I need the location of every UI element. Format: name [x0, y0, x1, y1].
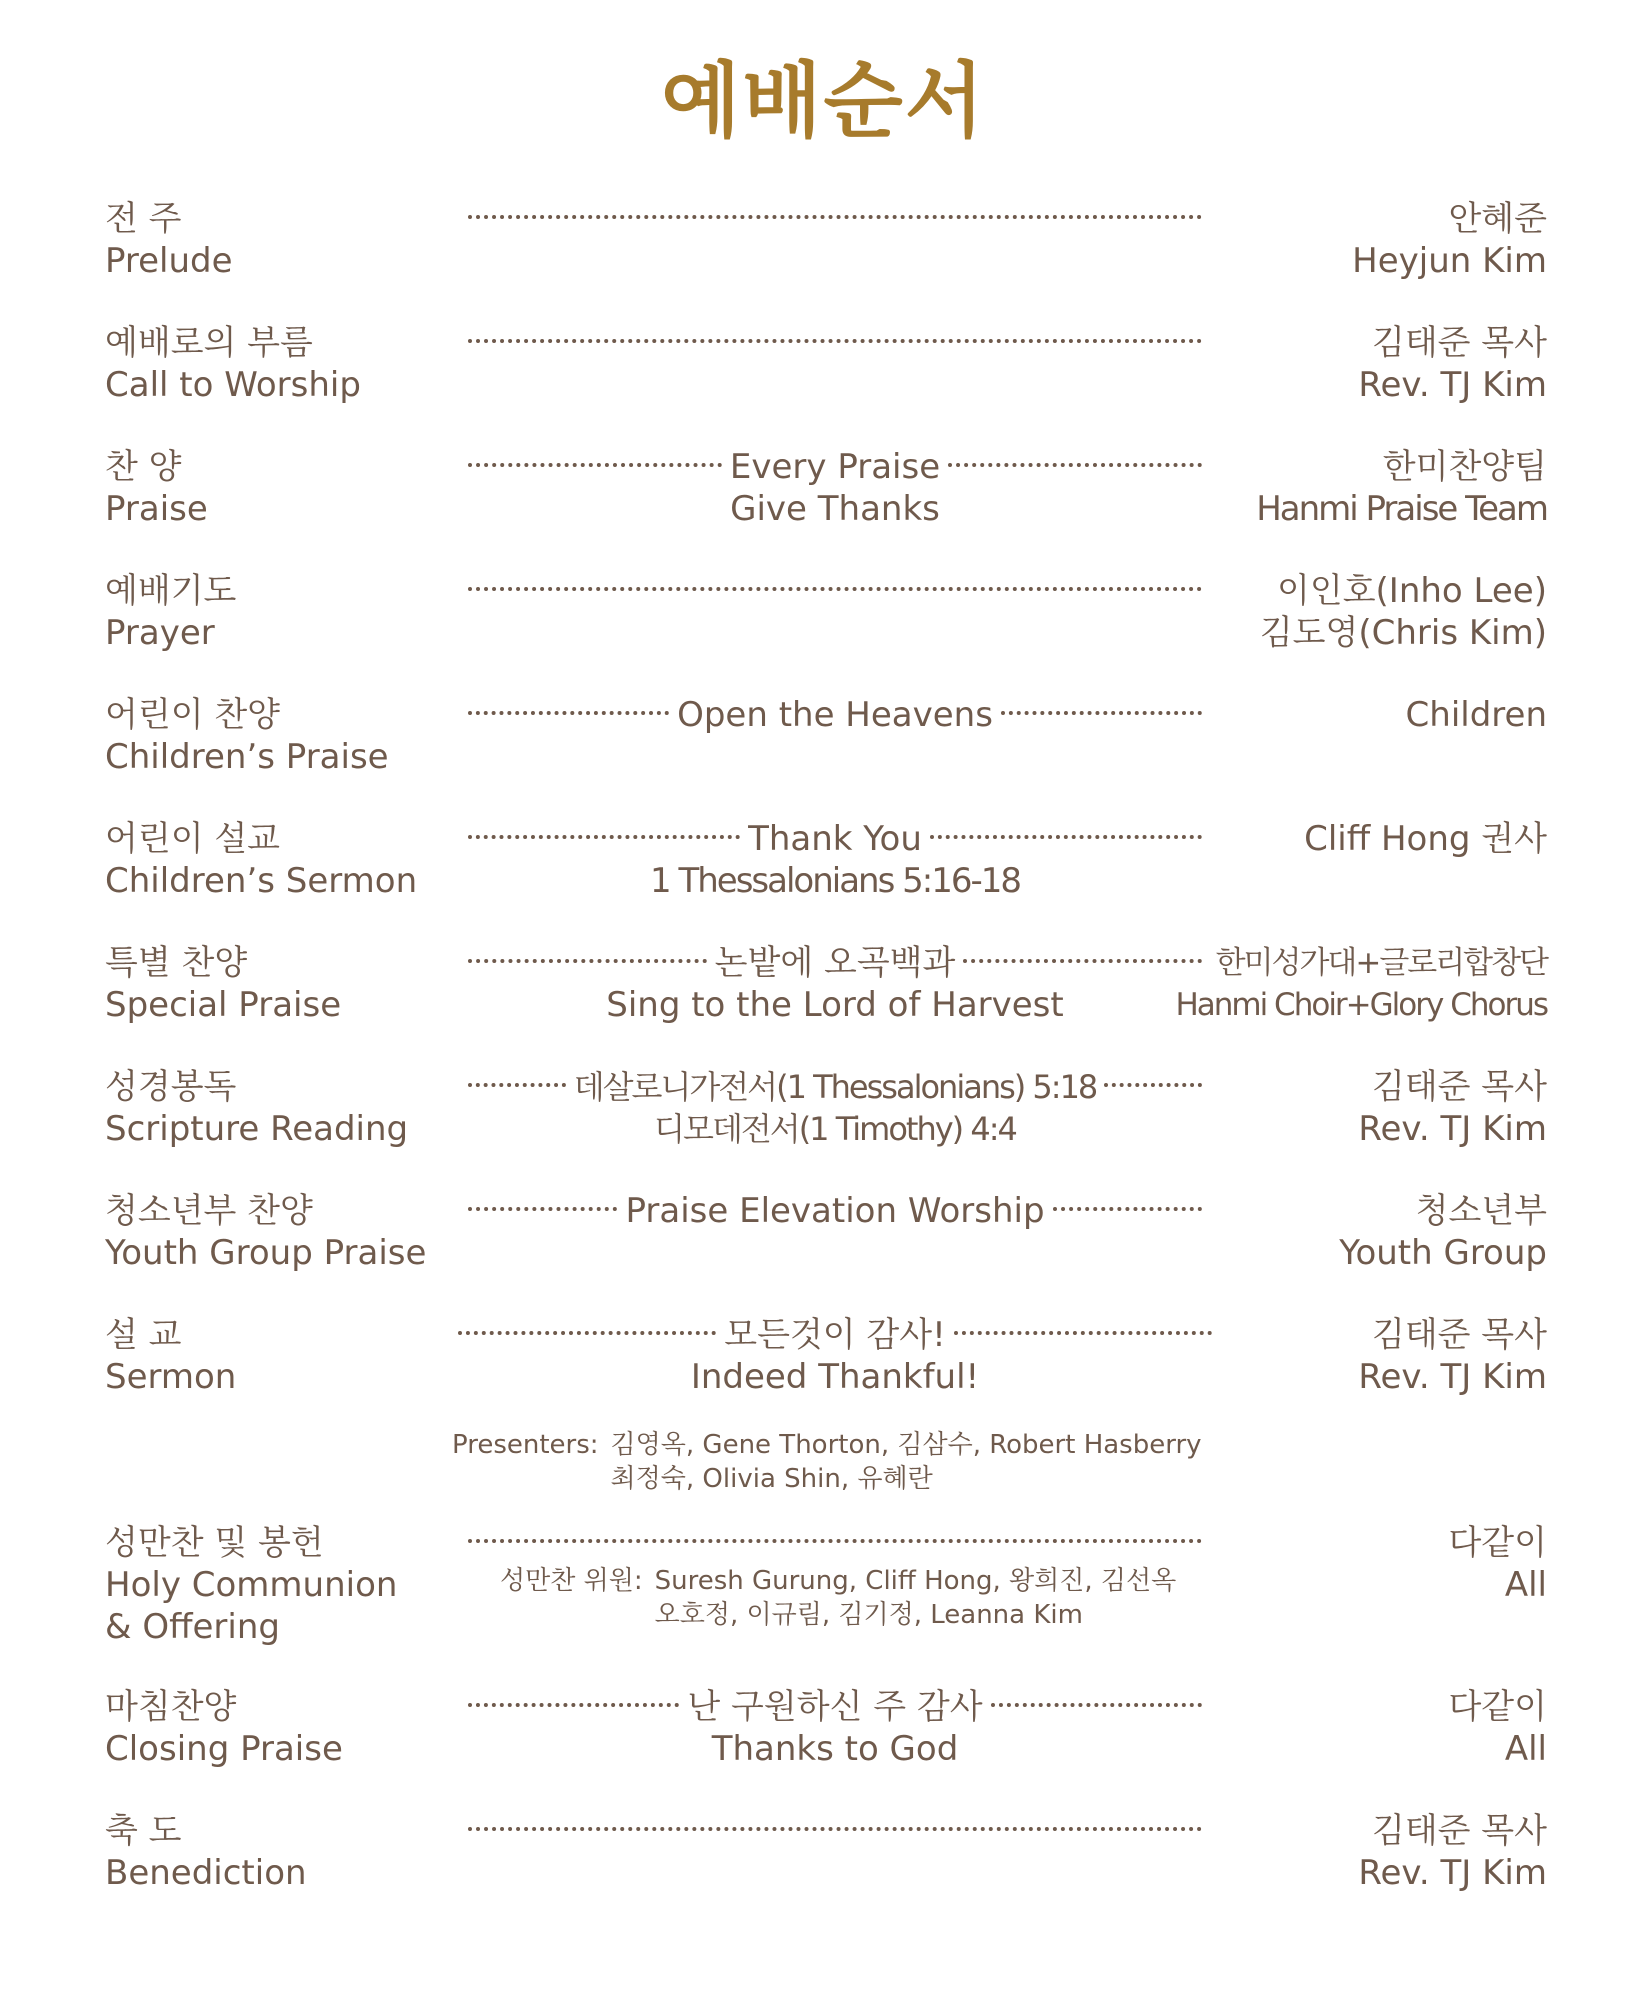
song-subtitle: Sing to the Lord of Harvest	[606, 985, 1064, 1025]
item-label-en: Benediction	[105, 1853, 307, 1893]
item-label-ko: 축 도	[105, 1811, 182, 1851]
dot-leader	[954, 1331, 1212, 1335]
dot-leader	[991, 1703, 1202, 1707]
leader-en: Rev. TJ Kim	[1358, 1109, 1547, 1149]
item-label-en: Special Praise	[105, 985, 342, 1025]
item-label-en-2: & Offering	[105, 1607, 280, 1647]
item-label-en: Praise	[105, 489, 208, 529]
dot-leader	[468, 1083, 566, 1087]
leader-en: Rev. TJ Kim	[1358, 1853, 1547, 1893]
presenters-line-1: 김영옥, Gene Thorton, 김삼수, Robert Hasberry	[610, 1430, 1202, 1460]
dot-leader	[930, 835, 1202, 839]
item-label-en: Closing Praise	[105, 1729, 343, 1769]
dot-leader	[468, 215, 1202, 219]
leader-ko: 안혜준	[1448, 199, 1547, 239]
leader-en: Youth Group	[1339, 1233, 1547, 1273]
presenters-line-2: 최정숙, Olivia Shin, 유혜란	[610, 1464, 933, 1494]
communion-line-1: Suresh Gurung, Cliff Hong, 왕희진, 김선옥	[654, 1566, 1177, 1596]
item-label-ko: 성경봉독	[105, 1067, 237, 1107]
song-title: 논밭에 오곡백과	[714, 943, 956, 983]
item-label-en: Sermon	[105, 1357, 237, 1397]
dot-leader	[468, 959, 707, 963]
dot-leader	[1001, 711, 1202, 715]
item-label-ko: 어린이 찬양	[105, 695, 281, 735]
scripture-ref: 1 Thessalonians 5:16-18	[650, 861, 1020, 901]
communion-members-list	[500, 1564, 1300, 1632]
dot-leader	[468, 587, 1202, 591]
leader-ko: 김태준 목사	[1371, 1315, 1547, 1355]
dot-leader	[468, 711, 669, 715]
song-subtitle: Thanks to God	[711, 1729, 959, 1769]
leader-ko: 다같이	[1448, 1687, 1547, 1727]
dot-leader	[468, 835, 740, 839]
song-title: Praise Elevation Worship	[625, 1191, 1045, 1231]
leader-en: Hanmi Praise Team	[1256, 489, 1547, 529]
scripture-1: 데살로니가전서(1 Thessalonians) 5:18	[573, 1068, 1097, 1106]
item-label-en: Holy Communion	[105, 1565, 398, 1605]
leader-2: 김도영(Chris Kim)	[1259, 613, 1547, 653]
leader-en: All	[1504, 1729, 1547, 1769]
item-label-en: Prelude	[105, 241, 233, 281]
item-label-en: Children’s Praise	[105, 737, 389, 777]
leader: Cliff Hong 권사	[1304, 819, 1547, 859]
leader-en: All	[1504, 1565, 1547, 1605]
leader-en: Heyjun Kim	[1352, 241, 1547, 281]
item-label-ko: 예배기도	[105, 571, 237, 611]
leader-en: Rev. TJ Kim	[1358, 365, 1547, 405]
dot-leader	[468, 1703, 679, 1707]
leader-1: 이인호(Inho Lee)	[1277, 571, 1547, 611]
item-label-ko: 특별 찬양	[105, 943, 248, 983]
dot-leader	[963, 959, 1202, 963]
sermon-title-ko: 모든것이 감사!	[724, 1315, 946, 1355]
item-label-ko: 성만찬 및 봉헌	[105, 1523, 324, 1563]
dot-leader	[468, 1827, 1202, 1831]
leader-ko: 다같이	[1448, 1523, 1547, 1563]
item-label-ko: 마침찬양	[105, 1687, 237, 1727]
item-label-en: Youth Group Praise	[105, 1233, 427, 1273]
communion-label: 성만찬 위원:	[500, 1566, 643, 1596]
item-label-ko: 전 주	[105, 199, 182, 239]
leader-ko: 한미성가대+글로리합창단	[1215, 945, 1547, 981]
dot-leader	[948, 463, 1202, 467]
item-label-ko: 설 교	[105, 1315, 182, 1355]
item-label-en: Prayer	[105, 613, 215, 653]
song-title: Every Praise	[729, 447, 941, 487]
song-title: 난 구원하신 주 감사	[687, 1687, 983, 1727]
dot-leader	[468, 1207, 617, 1211]
sermon-title-en: Indeed Thankful!	[690, 1357, 980, 1397]
leader-en: Hanmi Choir+Glory Chorus	[1175, 987, 1547, 1023]
item-label-en: Scripture Reading	[105, 1109, 409, 1149]
item-label-en: Children’s Sermon	[105, 861, 418, 901]
dot-leader	[1104, 1083, 1202, 1087]
communion-line-2: 오호정, 이규림, 김기정, Leanna Kim	[654, 1600, 1083, 1630]
item-label-ko: 어린이 설교	[105, 819, 281, 859]
presenters-list	[452, 1428, 1252, 1496]
item-label-en: Call to Worship	[105, 365, 361, 405]
leader-en: Rev. TJ Kim	[1358, 1357, 1547, 1397]
item-label-ko: 예배로의 부름	[105, 323, 313, 363]
dot-leader	[468, 463, 722, 467]
leader-en: Children	[1405, 695, 1547, 735]
dot-leader	[468, 339, 1202, 343]
leader-ko: 김태준 목사	[1371, 323, 1547, 363]
sermon-title: Thank You	[748, 819, 922, 859]
leader-ko: 한미찬양팀	[1382, 447, 1547, 487]
page-title: 예배순서	[661, 54, 986, 149]
scripture-2: 디모데전서(1 Timothy) 4:4	[654, 1110, 1016, 1148]
song-title: Open the Heavens	[677, 695, 993, 735]
song-subtitle: Give Thanks	[730, 489, 940, 529]
dot-leader	[1053, 1207, 1202, 1211]
item-label-ko: 청소년부 찬양	[105, 1191, 313, 1231]
leader-ko: 김태준 목사	[1371, 1067, 1547, 1107]
dot-leader	[458, 1331, 716, 1335]
presenters-label: Presenters:	[452, 1430, 599, 1460]
dot-leader	[468, 1539, 1202, 1543]
leader-ko: 김태준 목사	[1371, 1811, 1547, 1851]
leader-ko: 청소년부	[1415, 1191, 1547, 1231]
item-label-ko: 찬 양	[105, 447, 182, 487]
